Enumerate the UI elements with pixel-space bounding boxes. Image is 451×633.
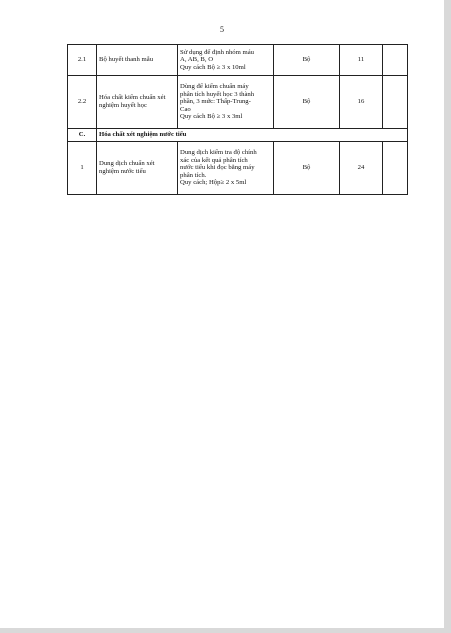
description-line: xác của kết quả phân tích — [180, 156, 248, 164]
item-name — [97, 76, 178, 129]
row-number: 2.2 — [68, 76, 97, 129]
viewer-background — [0, 628, 451, 633]
description-line: Dung dịch kiểm tra độ chính — [180, 149, 257, 157]
item-name — [97, 142, 178, 195]
row-number: 2.1 — [68, 45, 97, 76]
description-line: Cao — [180, 105, 191, 113]
item-description — [178, 45, 274, 76]
section-title: Hóa chất xét nghiệm nước tiểu — [97, 129, 408, 142]
item-name-text: Bộ huyết thanh mẫu — [99, 56, 154, 64]
item-unit: Bộ — [274, 142, 340, 195]
item-name — [97, 45, 178, 76]
item-description — [178, 76, 274, 129]
item-note — [383, 142, 408, 195]
page-number: 5 — [220, 25, 224, 34]
description-line: A, AB, B, O — [180, 56, 214, 64]
description-line: phân tích huyết học 3 thành — [180, 90, 255, 98]
description-line: Sử dụng để định nhóm máu — [180, 48, 255, 56]
section-row — [68, 129, 408, 142]
item-note — [383, 45, 408, 76]
description-line: Quy cách Bộ ≥ 3 x 10ml — [180, 63, 246, 71]
item-unit: Bộ — [274, 76, 340, 129]
item-name-text: Dung dịch chuẩn xét nghiệm nước tiểu — [99, 160, 155, 175]
description-line: Quy cách Bộ ≥ 3 x 3ml — [180, 113, 243, 121]
item-unit: Bộ — [274, 45, 340, 76]
viewer-background — [444, 0, 451, 633]
item-name-text: Hóa chất kiểm chuẩn xét nghiệm huyết học — [99, 94, 166, 109]
description-line: Dùng để kiểm chuẩn máy — [180, 83, 249, 91]
section-letter: C. — [68, 129, 97, 142]
table-row — [68, 76, 408, 129]
item-description — [178, 142, 274, 195]
item-quantity: 11 — [340, 45, 383, 76]
item-note — [383, 76, 408, 129]
description-line: Quy cách; Hộp≥ 2 x 5ml — [180, 179, 247, 187]
table-row — [68, 45, 408, 76]
table-row — [68, 142, 408, 195]
item-quantity: 24 — [340, 142, 383, 195]
item-quantity: 16 — [340, 76, 383, 129]
description-line: nước tiểu khi đọc bằng máy — [180, 164, 255, 172]
row-number: 1 — [68, 142, 97, 195]
description-line: phần, 3 mức: Thấp-Trung- — [180, 98, 251, 106]
description-line: phân tích. — [180, 171, 207, 179]
supplies-table — [67, 44, 408, 195]
